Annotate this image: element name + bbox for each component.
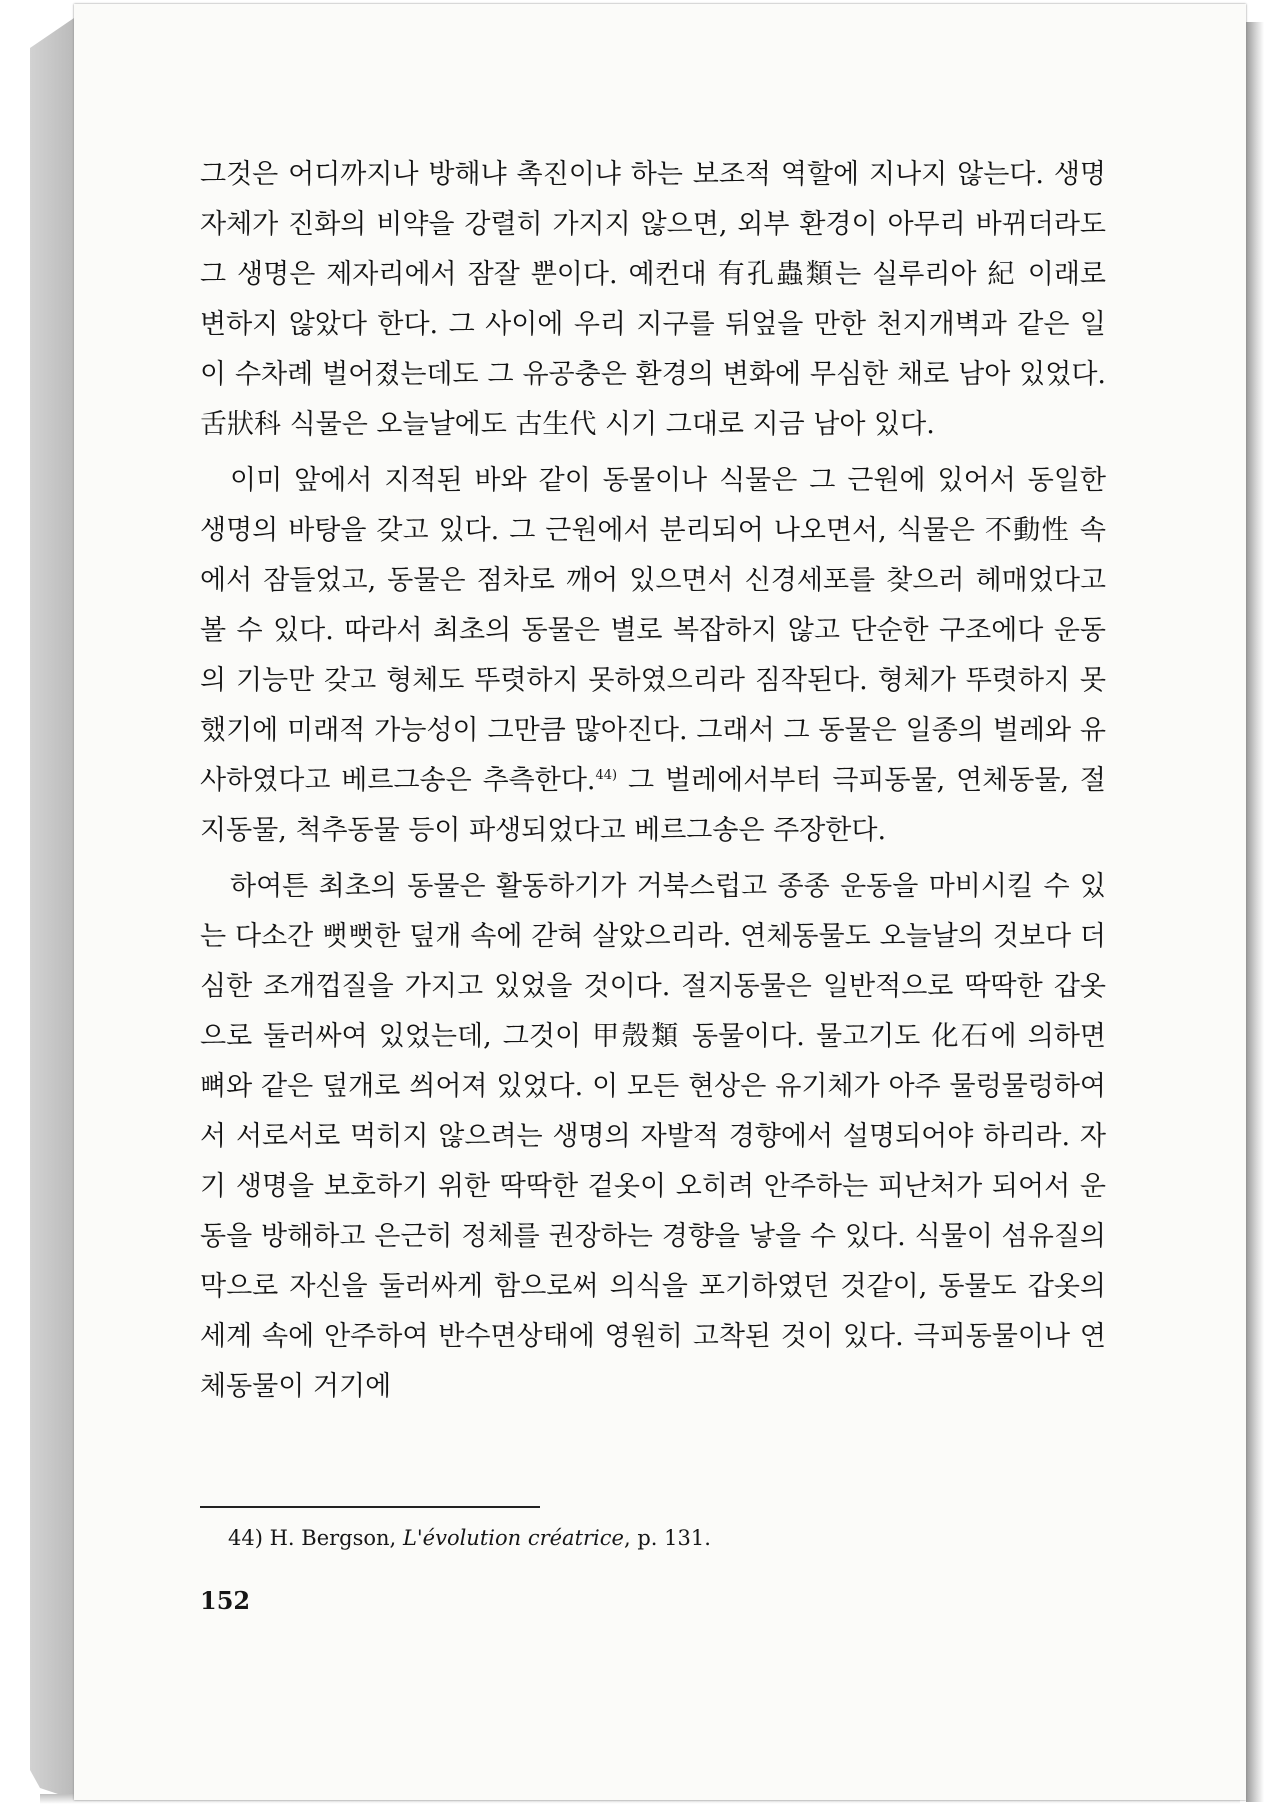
footnote-divider bbox=[200, 1506, 540, 1508]
paragraph-3 bbox=[200, 862, 1106, 1412]
paragraph-2-text-continued: 그 벌레에서부터 극피동물, 연체동물, 절지동물, 척추동물 등이 파생되었다고 베르그송은 주장한다. bbox=[200, 765, 1106, 846]
footnote-reference: 44) bbox=[595, 768, 618, 783]
footnote bbox=[228, 1526, 711, 1550]
book-spine-edge bbox=[30, 18, 76, 1800]
paragraph-1 bbox=[200, 150, 1106, 450]
paragraph-2 bbox=[200, 456, 1106, 856]
paragraph-1-text: 그것은 어디까지나 방해냐 촉진이냐 하는 보조적 역할에 지나지 않는다. 생명 자체가 진화의 비약을 강렬히 가지지 않으면, 외부 환경이 아무리 바뀌더라도 그 생명은 제자리에서 잠잘 뿐이다. 예컨대 有孔蟲類는 실루리아 紀 이래로 변하지 않았다 한다. 그 사이에 우리 지구를 뒤엎을 만한 천지개벽과 같은 일이 수차례 벌어졌는데도 그 유공충은 환경의 변화에 무심한 채로 남아 있었다. 舌狀科 식물은 오늘날에도 古生代 시기 그대로 지금 남아 있다. bbox=[200, 159, 1106, 440]
footnote-number: 44) bbox=[228, 1526, 263, 1550]
footnote-author: H. Bergson, bbox=[269, 1526, 397, 1550]
paragraph-2-text: 이미 앞에서 지적된 바와 같이 동물이나 식물은 그 근원에 있어서 동일한 생명의 바탕을 갖고 있다. 그 근원에서 분리되어 나오면서, 식물은 不動性 속에서 잠들었고, 동물은 점차로 깨어 있으면서 신경세포를 찾으러 헤매었다고 볼 수 있다. 따라서 최초의 동물은 별로 복잡하지 않고 단순한 구조에다 운동의 기능만 갖고 형체도 뚜렷하지 못하였으리라 짐작된다. 형체가 뚜렷하지 못했기에 미래적 가능성이 그만큼 많아진다. 그래서 그 동물은 일종의 벌레와 유사하였다고 베르그송은 추측한다. bbox=[200, 465, 1106, 796]
book-page bbox=[74, 4, 1246, 1800]
paragraph-3-text: 하여튼 최초의 동물은 활동하기가 거북스럽고 종종 운동을 마비시킬 수 있는 다소간 뻣뻣한 덮개 속에 갇혀 살았으리라. 연체동물도 오늘날의 것보다 더 심한 조개껍질을 가지고 있었을 것이다. 절지동물은 일반적으로 딱딱한 갑옷으로 둘러싸여 있었는데, 그것이 甲殼類 동물이다. 물고기도 化石에 의하면 뼈와 같은 덮개로 씌어져 있었다. 이 모든 현상은 유기체가 아주 물렁물렁하여서 서로서로 먹히지 않으려는 생명의 자발적 경향에서 설명되어야 하리라. 자기 생명을 보호하기 위한 딱딱한 겉옷이 오히려 안주하는 피난처가 되어서 운동을 방해하고 은근히 정체를 권장하는 경향을 낳을 수 있다. 식물이 섬유질의 막으로 자신을 둘러싸게 함으로써 의식을 포기하였던 것같이, 동물도 갑옷의 세계 속에 안주하여 반수면상태에 영원히 고착된 것이 있다. 극피동물이나 연체동물이 거기에 bbox=[200, 871, 1106, 1402]
page-body bbox=[200, 150, 1106, 1412]
footnote-page: , p. 131. bbox=[623, 1526, 711, 1550]
page-number: 152 bbox=[200, 1586, 251, 1615]
page-edge-shadow bbox=[1246, 22, 1264, 1802]
footnote-title: L'évolution créatrice bbox=[402, 1526, 624, 1550]
